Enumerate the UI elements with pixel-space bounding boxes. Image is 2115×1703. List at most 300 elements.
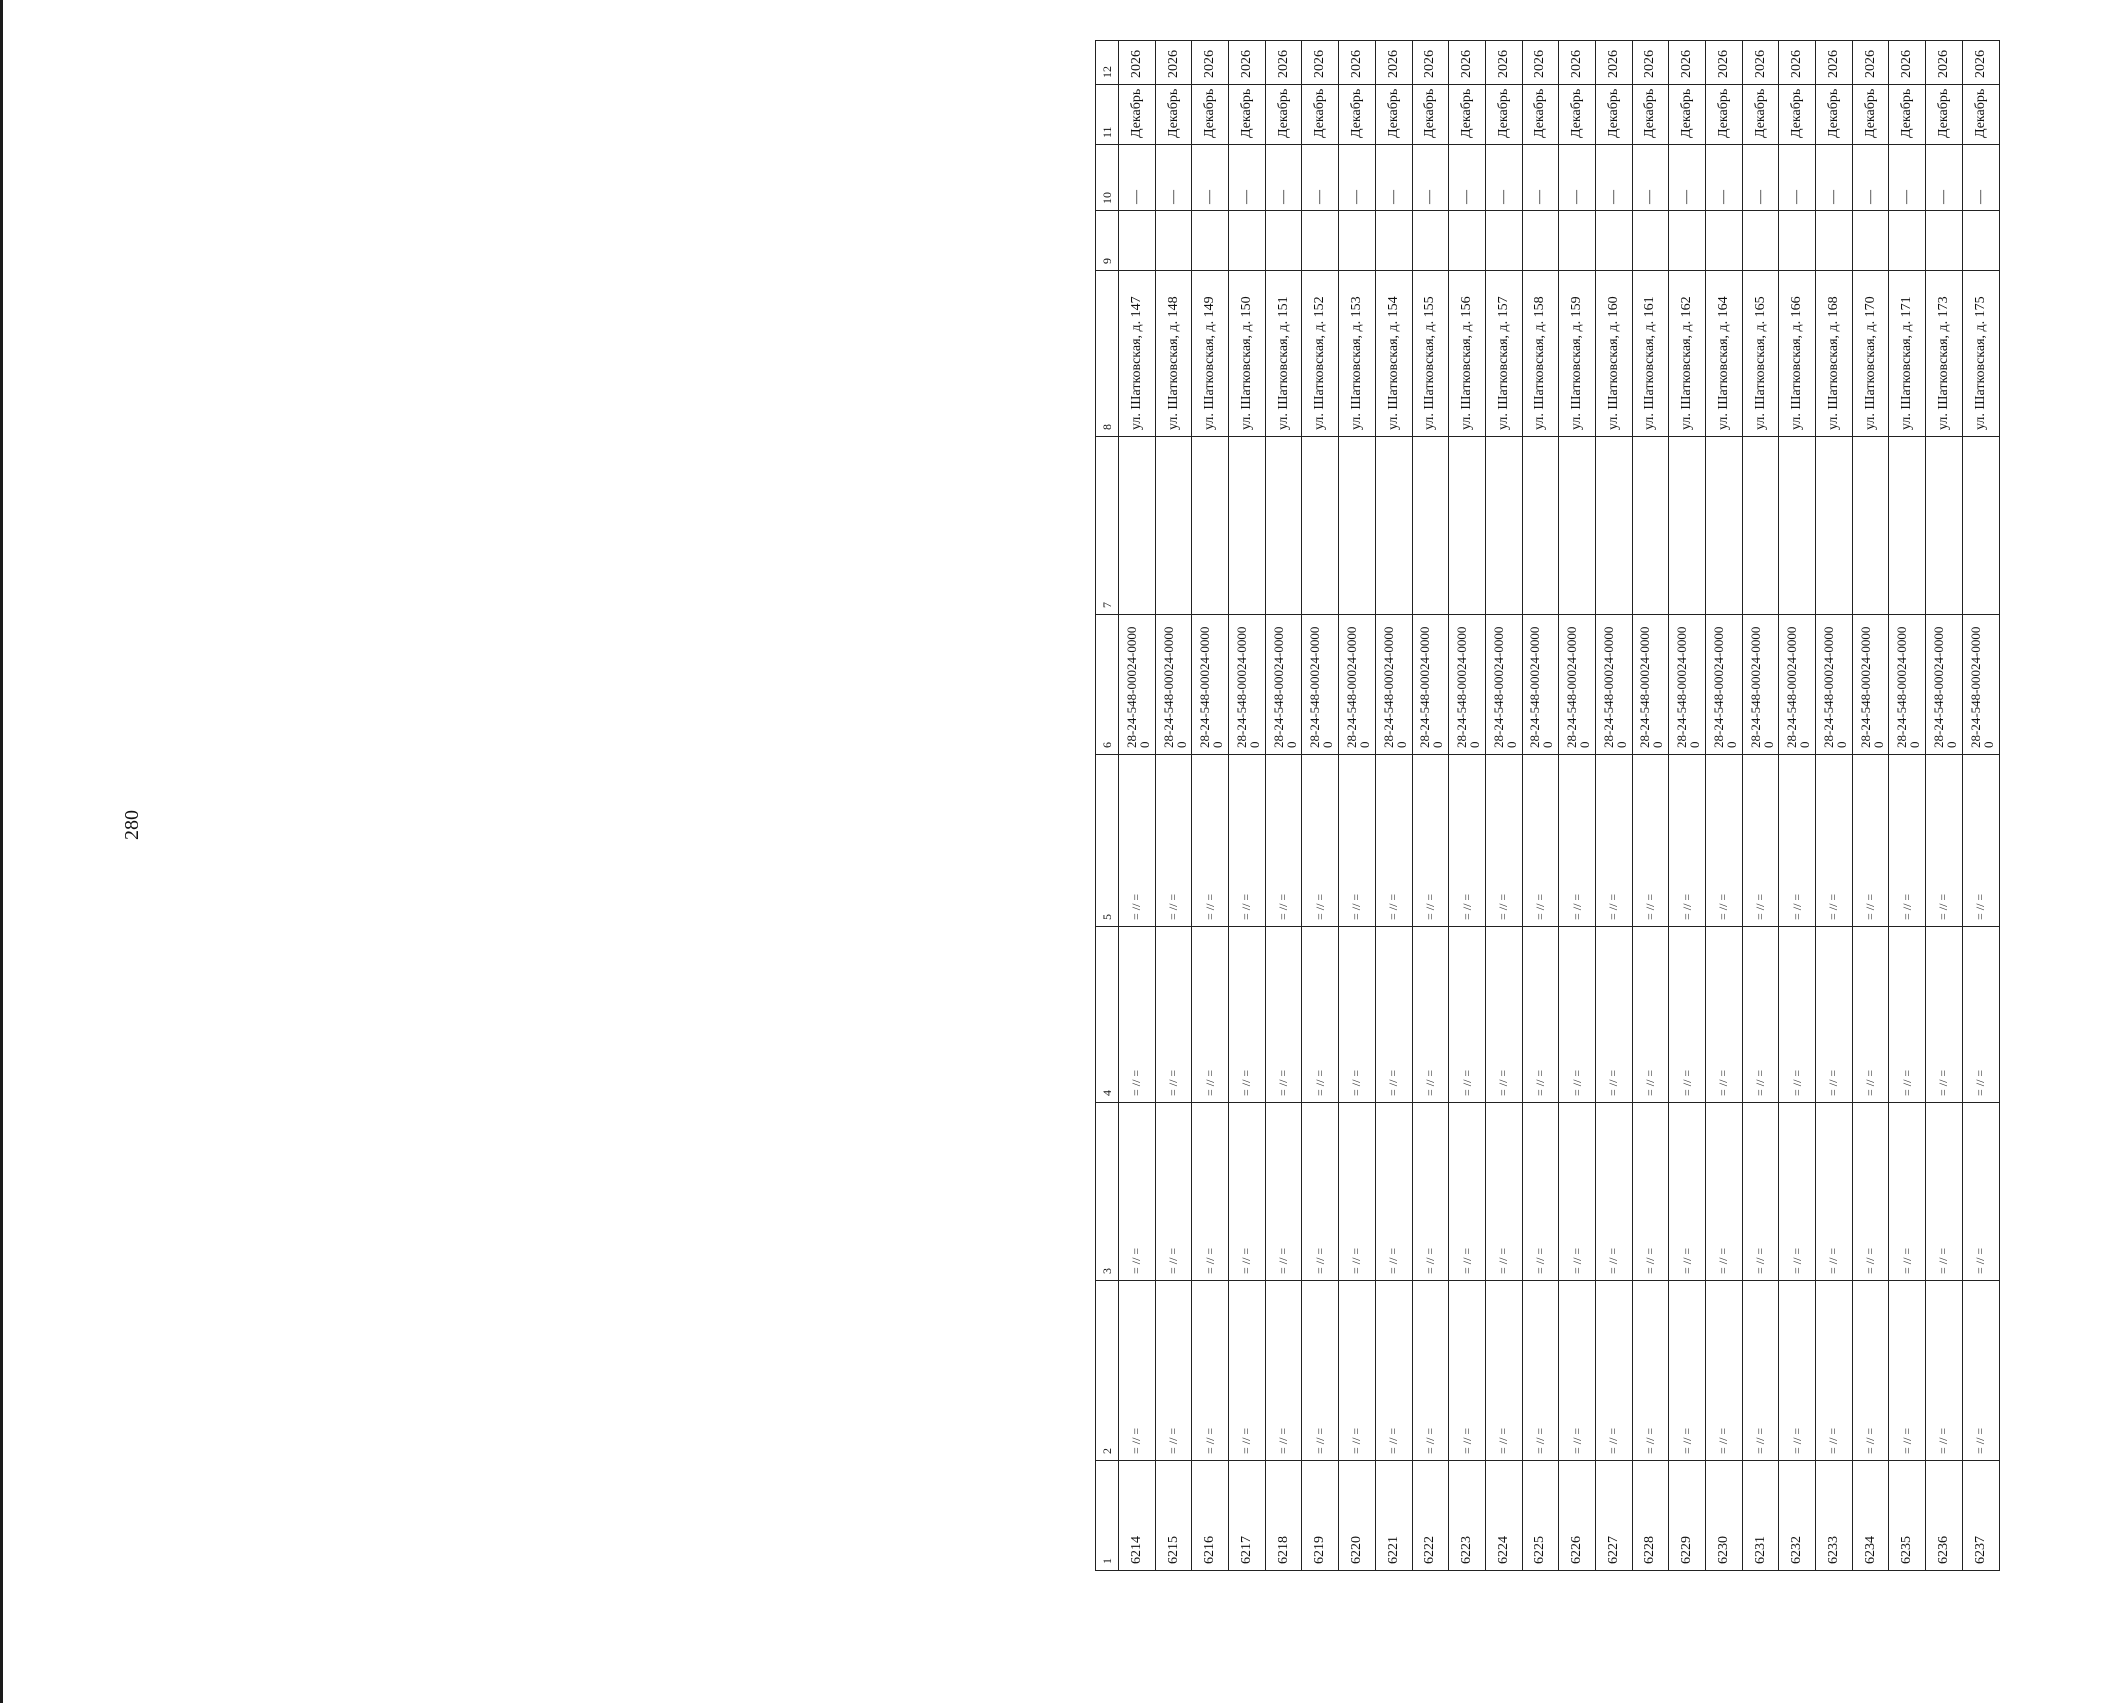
ditto-cell-4: = // = <box>1962 927 1999 1103</box>
ditto-cell-2: = // = <box>1265 1281 1302 1461</box>
empty-cell-7 <box>1779 437 1816 615</box>
year-cell: 2026 <box>1302 41 1339 85</box>
address-cell: ул. Шатковская, д. 175 <box>1962 271 1999 437</box>
table-row <box>1192 41 1229 1571</box>
ditto-cell-2: = // = <box>1632 1281 1669 1461</box>
column-header-9: 9 <box>1096 211 1119 271</box>
ditto-cell-2: = // = <box>1155 1281 1192 1461</box>
ditto-cell-2: = // = <box>1669 1281 1706 1461</box>
address-cell: ул. Шатковская, д. 168 <box>1816 271 1853 437</box>
year-cell: 2026 <box>1155 41 1192 85</box>
table-row <box>1412 41 1449 1571</box>
address-cell: ул. Шатковская, д. 148 <box>1155 271 1192 437</box>
address-cell: ул. Шатковская, д. 162 <box>1669 271 1706 437</box>
code-cell: 28-24-548-00024-00000 <box>1595 615 1632 755</box>
ditto-cell-3: = // = <box>1119 1103 1156 1281</box>
row-number-cell: 6226 <box>1559 1461 1596 1571</box>
empty-cell-9 <box>1485 211 1522 271</box>
table-row <box>1742 41 1779 1571</box>
table-row <box>1779 41 1816 1571</box>
ditto-cell-4: = // = <box>1595 927 1632 1103</box>
ditto-cell-4: = // = <box>1449 927 1486 1103</box>
ditto-cell-4: = // = <box>1816 927 1853 1103</box>
ditto-cell-4: = // = <box>1889 927 1926 1103</box>
year-cell: 2026 <box>1485 41 1522 85</box>
row-number-cell: 6225 <box>1522 1461 1559 1571</box>
empty-cell-7 <box>1375 437 1412 615</box>
month-cell: Декабрь <box>1229 85 1266 145</box>
ditto-cell-4: = // = <box>1559 927 1596 1103</box>
ditto-cell-3: = // = <box>1852 1103 1889 1281</box>
ditto-cell-3: = // = <box>1302 1103 1339 1281</box>
dash-cell: — <box>1119 145 1156 211</box>
month-cell: Декабрь <box>1962 85 1999 145</box>
code-cell: 28-24-548-00024-00000 <box>1816 615 1853 755</box>
ditto-cell-2: = // = <box>1192 1281 1229 1461</box>
column-header-3: 3 <box>1096 1103 1119 1281</box>
empty-cell-9 <box>1595 211 1632 271</box>
code-cell: 28-24-548-00024-00000 <box>1889 615 1926 755</box>
empty-cell-7 <box>1412 437 1449 615</box>
empty-cell-9 <box>1669 211 1706 271</box>
year-cell: 2026 <box>1669 41 1706 85</box>
code-cell: 28-24-548-00024-00000 <box>1229 615 1266 755</box>
row-number-cell: 6218 <box>1265 1461 1302 1571</box>
table-row <box>1595 41 1632 1571</box>
row-number-cell: 6214 <box>1119 1461 1156 1571</box>
row-number-cell: 6216 <box>1192 1461 1229 1571</box>
year-cell: 2026 <box>1889 41 1926 85</box>
ditto-cell-4: = // = <box>1412 927 1449 1103</box>
code-cell: 28-24-548-00024-00000 <box>1302 615 1339 755</box>
ditto-cell-5: = // = <box>1339 755 1376 927</box>
ditto-cell-3: = // = <box>1485 1103 1522 1281</box>
year-cell: 2026 <box>1706 41 1743 85</box>
empty-cell-7 <box>1926 437 1963 615</box>
dash-cell: — <box>1192 145 1229 211</box>
ditto-cell-4: = // = <box>1339 927 1376 1103</box>
row-number-cell: 6220 <box>1339 1461 1376 1571</box>
row-number-cell: 6229 <box>1669 1461 1706 1571</box>
ditto-cell-4: = // = <box>1192 927 1229 1103</box>
address-cell: ул. Шатковская, д. 158 <box>1522 271 1559 437</box>
month-cell: Декабрь <box>1449 85 1486 145</box>
ditto-cell-4: = // = <box>1302 927 1339 1103</box>
table-row <box>1816 41 1853 1571</box>
year-cell: 2026 <box>1852 41 1889 85</box>
dash-cell: — <box>1926 145 1963 211</box>
ditto-cell-3: = // = <box>1265 1103 1302 1281</box>
ditto-cell-5: = // = <box>1779 755 1816 927</box>
address-cell: ул. Шатковская, д. 157 <box>1485 271 1522 437</box>
empty-cell-7 <box>1559 437 1596 615</box>
ditto-cell-5: = // = <box>1632 755 1669 927</box>
month-cell: Декабрь <box>1302 85 1339 145</box>
empty-cell-9 <box>1119 211 1156 271</box>
ditto-cell-5: = // = <box>1669 755 1706 927</box>
ditto-cell-5: = // = <box>1302 755 1339 927</box>
page-edge-bar <box>0 0 3 1703</box>
table-header <box>1096 41 1119 1571</box>
address-cell: ул. Шатковская, д. 156 <box>1449 271 1486 437</box>
row-number-cell: 6221 <box>1375 1461 1412 1571</box>
row-number-cell: 6233 <box>1816 1461 1853 1571</box>
empty-cell-9 <box>1816 211 1853 271</box>
empty-cell-7 <box>1265 437 1302 615</box>
ditto-cell-3: = // = <box>1559 1103 1596 1281</box>
ditto-cell-2: = // = <box>1522 1281 1559 1461</box>
ditto-cell-4: = // = <box>1229 927 1266 1103</box>
row-number-cell: 6223 <box>1449 1461 1486 1571</box>
code-cell: 28-24-548-00024-00000 <box>1779 615 1816 755</box>
row-number-cell: 6236 <box>1926 1461 1963 1571</box>
address-cell: ул. Шатковская, д. 164 <box>1706 271 1743 437</box>
month-cell: Декабрь <box>1375 85 1412 145</box>
row-number-cell: 6227 <box>1595 1461 1632 1571</box>
dash-cell: — <box>1155 145 1192 211</box>
code-cell: 28-24-548-00024-00000 <box>1669 615 1706 755</box>
empty-cell-7 <box>1302 437 1339 615</box>
table-row <box>1559 41 1596 1571</box>
ditto-cell-5: = // = <box>1119 755 1156 927</box>
code-cell: 28-24-548-00024-00000 <box>1192 615 1229 755</box>
table-row <box>1119 41 1156 1571</box>
empty-cell-9 <box>1779 211 1816 271</box>
empty-cell-9 <box>1559 211 1596 271</box>
empty-cell-9 <box>1742 211 1779 271</box>
empty-cell-9 <box>1302 211 1339 271</box>
empty-cell-7 <box>1962 437 1999 615</box>
empty-cell-7 <box>1595 437 1632 615</box>
row-number-cell: 6231 <box>1742 1461 1779 1571</box>
empty-cell-9 <box>1926 211 1963 271</box>
dash-cell: — <box>1229 145 1266 211</box>
dash-cell: — <box>1595 145 1632 211</box>
ditto-cell-5: = // = <box>1485 755 1522 927</box>
ditto-cell-5: = // = <box>1742 755 1779 927</box>
address-cell: ул. Шатковская, д. 154 <box>1375 271 1412 437</box>
table-row <box>1229 41 1266 1571</box>
address-cell: ул. Шатковская, д. 160 <box>1595 271 1632 437</box>
month-cell: Декабрь <box>1816 85 1853 145</box>
column-header-1: 1 <box>1096 1461 1119 1571</box>
empty-cell-9 <box>1229 211 1266 271</box>
table-row <box>1632 41 1669 1571</box>
ditto-cell-2: = // = <box>1816 1281 1853 1461</box>
code-cell: 28-24-548-00024-00000 <box>1632 615 1669 755</box>
address-cell: ул. Шатковская, д. 159 <box>1559 271 1596 437</box>
dash-cell: — <box>1449 145 1486 211</box>
year-cell: 2026 <box>1192 41 1229 85</box>
table-row <box>1485 41 1522 1571</box>
ditto-cell-3: = // = <box>1229 1103 1266 1281</box>
address-cell: ул. Шатковская, д. 153 <box>1339 271 1376 437</box>
year-cell: 2026 <box>1632 41 1669 85</box>
year-cell: 2026 <box>1119 41 1156 85</box>
ditto-cell-2: = // = <box>1962 1281 1999 1461</box>
dash-cell: — <box>1816 145 1853 211</box>
month-cell: Декабрь <box>1669 85 1706 145</box>
ditto-cell-3: = // = <box>1192 1103 1229 1281</box>
ditto-cell-5: = // = <box>1816 755 1853 927</box>
year-cell: 2026 <box>1926 41 1963 85</box>
table-row <box>1962 41 1999 1571</box>
empty-cell-7 <box>1706 437 1743 615</box>
code-cell: 28-24-548-00024-00000 <box>1375 615 1412 755</box>
month-cell: Декабрь <box>1412 85 1449 145</box>
row-number-cell: 6232 <box>1779 1461 1816 1571</box>
ditto-cell-3: = // = <box>1669 1103 1706 1281</box>
table-row <box>1375 41 1412 1571</box>
ditto-cell-5: = // = <box>1962 755 1999 927</box>
row-number-cell: 6228 <box>1632 1461 1669 1571</box>
empty-cell-7 <box>1339 437 1376 615</box>
month-cell: Декабрь <box>1339 85 1376 145</box>
month-cell: Декабрь <box>1119 85 1156 145</box>
ditto-cell-4: = // = <box>1265 927 1302 1103</box>
column-header-10: 10 <box>1096 145 1119 211</box>
ditto-cell-2: = // = <box>1412 1281 1449 1461</box>
column-header-6: 6 <box>1096 615 1119 755</box>
ditto-cell-5: = // = <box>1595 755 1632 927</box>
month-cell: Декабрь <box>1155 85 1192 145</box>
ditto-cell-2: = // = <box>1119 1281 1156 1461</box>
ditto-cell-2: = // = <box>1485 1281 1522 1461</box>
dash-cell: — <box>1669 145 1706 211</box>
table-row <box>1265 41 1302 1571</box>
year-cell: 2026 <box>1816 41 1853 85</box>
dash-cell: — <box>1779 145 1816 211</box>
table-row <box>1706 41 1743 1571</box>
empty-cell-9 <box>1412 211 1449 271</box>
ditto-cell-2: = // = <box>1559 1281 1596 1461</box>
ditto-cell-5: = // = <box>1229 755 1266 927</box>
address-cell: ул. Шатковская, д. 152 <box>1302 271 1339 437</box>
empty-cell-7 <box>1119 437 1156 615</box>
address-cell: ул. Шатковская, д. 166 <box>1779 271 1816 437</box>
row-number-cell: 6235 <box>1889 1461 1926 1571</box>
dash-cell: — <box>1485 145 1522 211</box>
table-row <box>1339 41 1376 1571</box>
address-cell: ул. Шатковская, д. 150 <box>1229 271 1266 437</box>
year-cell: 2026 <box>1412 41 1449 85</box>
year-cell: 2026 <box>1449 41 1486 85</box>
ditto-cell-4: = // = <box>1522 927 1559 1103</box>
table-row <box>1926 41 1963 1571</box>
address-cell: ул. Шатковская, д. 173 <box>1926 271 1963 437</box>
ditto-cell-4: = // = <box>1485 927 1522 1103</box>
address-cell: ул. Шатковская, д. 151 <box>1265 271 1302 437</box>
ditto-cell-3: = // = <box>1779 1103 1816 1281</box>
empty-cell-7 <box>1229 437 1266 615</box>
month-cell: Декабрь <box>1192 85 1229 145</box>
empty-cell-9 <box>1706 211 1743 271</box>
ditto-cell-2: = // = <box>1339 1281 1376 1461</box>
row-number-cell: 6219 <box>1302 1461 1339 1571</box>
year-cell: 2026 <box>1559 41 1596 85</box>
ditto-cell-4: = // = <box>1119 927 1156 1103</box>
rotated-table-wrapper <box>1095 41 2115 1571</box>
year-cell: 2026 <box>1265 41 1302 85</box>
column-header-11: 11 <box>1096 85 1119 145</box>
empty-cell-9 <box>1889 211 1926 271</box>
ditto-cell-2: = // = <box>1229 1281 1266 1461</box>
dash-cell: — <box>1889 145 1926 211</box>
ditto-cell-2: = // = <box>1449 1281 1486 1461</box>
column-header-5: 5 <box>1096 755 1119 927</box>
empty-cell-9 <box>1192 211 1229 271</box>
ditto-cell-5: = // = <box>1375 755 1412 927</box>
ditto-cell-3: = // = <box>1595 1103 1632 1281</box>
ditto-cell-3: = // = <box>1926 1103 1963 1281</box>
ditto-cell-5: = // = <box>1412 755 1449 927</box>
data-table <box>1095 40 2000 1571</box>
ditto-cell-3: = // = <box>1449 1103 1486 1281</box>
month-cell: Декабрь <box>1706 85 1743 145</box>
row-number-cell: 6217 <box>1229 1461 1266 1571</box>
ditto-cell-2: = // = <box>1852 1281 1889 1461</box>
empty-cell-9 <box>1265 211 1302 271</box>
month-cell: Декабрь <box>1265 85 1302 145</box>
month-cell: Декабрь <box>1779 85 1816 145</box>
code-cell: 28-24-548-00024-00000 <box>1265 615 1302 755</box>
month-cell: Декабрь <box>1742 85 1779 145</box>
empty-cell-7 <box>1852 437 1889 615</box>
month-cell: Декабрь <box>1595 85 1632 145</box>
empty-cell-9 <box>1522 211 1559 271</box>
table-body <box>1119 41 2000 1571</box>
dash-cell: — <box>1302 145 1339 211</box>
ditto-cell-3: = // = <box>1375 1103 1412 1281</box>
dash-cell: — <box>1522 145 1559 211</box>
ditto-cell-4: = // = <box>1155 927 1192 1103</box>
empty-cell-9 <box>1632 211 1669 271</box>
ditto-cell-5: = // = <box>1522 755 1559 927</box>
dash-cell: — <box>1339 145 1376 211</box>
empty-cell-9 <box>1962 211 1999 271</box>
empty-cell-7 <box>1742 437 1779 615</box>
year-cell: 2026 <box>1522 41 1559 85</box>
ditto-cell-5: = // = <box>1926 755 1963 927</box>
code-cell: 28-24-548-00024-00000 <box>1559 615 1596 755</box>
ditto-cell-4: = // = <box>1779 927 1816 1103</box>
ditto-cell-2: = // = <box>1742 1281 1779 1461</box>
dash-cell: — <box>1632 145 1669 211</box>
empty-cell-7 <box>1192 437 1229 615</box>
year-cell: 2026 <box>1339 41 1376 85</box>
empty-cell-7 <box>1449 437 1486 615</box>
table-row <box>1155 41 1192 1571</box>
dash-cell: — <box>1852 145 1889 211</box>
address-cell: ул. Шатковская, д. 155 <box>1412 271 1449 437</box>
empty-cell-7 <box>1632 437 1669 615</box>
ditto-cell-2: = // = <box>1926 1281 1963 1461</box>
table-row <box>1302 41 1339 1571</box>
empty-cell-9 <box>1449 211 1486 271</box>
column-header-12: 12 <box>1096 41 1119 85</box>
ditto-cell-4: = // = <box>1926 927 1963 1103</box>
column-header-4: 4 <box>1096 927 1119 1103</box>
ditto-cell-3: = // = <box>1412 1103 1449 1281</box>
empty-cell-9 <box>1339 211 1376 271</box>
ditto-cell-3: = // = <box>1889 1103 1926 1281</box>
ditto-cell-2: = // = <box>1889 1281 1926 1461</box>
code-cell: 28-24-548-00024-00000 <box>1852 615 1889 755</box>
code-cell: 28-24-548-00024-00000 <box>1522 615 1559 755</box>
ditto-cell-5: = // = <box>1889 755 1926 927</box>
table-row <box>1669 41 1706 1571</box>
dash-cell: — <box>1375 145 1412 211</box>
ditto-cell-5: = // = <box>1852 755 1889 927</box>
empty-cell-9 <box>1852 211 1889 271</box>
code-cell: 28-24-548-00024-00000 <box>1119 615 1156 755</box>
code-cell: 28-24-548-00024-00000 <box>1742 615 1779 755</box>
row-number-cell: 6234 <box>1852 1461 1889 1571</box>
ditto-cell-3: = // = <box>1816 1103 1853 1281</box>
row-number-cell: 6230 <box>1706 1461 1743 1571</box>
ditto-cell-5: = // = <box>1192 755 1229 927</box>
month-cell: Декабрь <box>1889 85 1926 145</box>
month-cell: Декабрь <box>1485 85 1522 145</box>
ditto-cell-4: = // = <box>1375 927 1412 1103</box>
row-number-cell: 6215 <box>1155 1461 1192 1571</box>
empty-cell-7 <box>1816 437 1853 615</box>
column-header-8: 8 <box>1096 271 1119 437</box>
empty-cell-7 <box>1889 437 1926 615</box>
ditto-cell-4: = // = <box>1742 927 1779 1103</box>
code-cell: 28-24-548-00024-00000 <box>1962 615 1999 755</box>
year-cell: 2026 <box>1595 41 1632 85</box>
column-header-2: 2 <box>1096 1281 1119 1461</box>
empty-cell-7 <box>1155 437 1192 615</box>
ditto-cell-5: = // = <box>1449 755 1486 927</box>
row-number-cell: 6222 <box>1412 1461 1449 1571</box>
ditto-cell-2: = // = <box>1375 1281 1412 1461</box>
code-cell: 28-24-548-00024-00000 <box>1155 615 1192 755</box>
code-cell: 28-24-548-00024-00000 <box>1449 615 1486 755</box>
dash-cell: — <box>1962 145 1999 211</box>
header-row <box>1096 41 1119 1571</box>
code-cell: 28-24-548-00024-00000 <box>1485 615 1522 755</box>
year-cell: 2026 <box>1962 41 1999 85</box>
ditto-cell-3: = // = <box>1742 1103 1779 1281</box>
ditto-cell-3: = // = <box>1155 1103 1192 1281</box>
ditto-cell-5: = // = <box>1265 755 1302 927</box>
ditto-cell-3: = // = <box>1962 1103 1999 1281</box>
month-cell: Декабрь <box>1632 85 1669 145</box>
month-cell: Декабрь <box>1559 85 1596 145</box>
ditto-cell-3: = // = <box>1522 1103 1559 1281</box>
table-row <box>1449 41 1486 1571</box>
code-cell: 28-24-548-00024-00000 <box>1706 615 1743 755</box>
column-header-7: 7 <box>1096 437 1119 615</box>
table-row <box>1889 41 1926 1571</box>
address-cell: ул. Шатковская, д. 170 <box>1852 271 1889 437</box>
ditto-cell-5: = // = <box>1706 755 1743 927</box>
dash-cell: — <box>1412 145 1449 211</box>
address-cell: ул. Шатковская, д. 165 <box>1742 271 1779 437</box>
ditto-cell-3: = // = <box>1339 1103 1376 1281</box>
address-cell: ул. Шатковская, д. 171 <box>1889 271 1926 437</box>
dash-cell: — <box>1742 145 1779 211</box>
ditto-cell-3: = // = <box>1706 1103 1743 1281</box>
ditto-cell-2: = // = <box>1595 1281 1632 1461</box>
month-cell: Декабрь <box>1926 85 1963 145</box>
address-cell: ул. Шатковская, д. 147 <box>1119 271 1156 437</box>
empty-cell-7 <box>1669 437 1706 615</box>
ditto-cell-4: = // = <box>1669 927 1706 1103</box>
year-cell: 2026 <box>1375 41 1412 85</box>
